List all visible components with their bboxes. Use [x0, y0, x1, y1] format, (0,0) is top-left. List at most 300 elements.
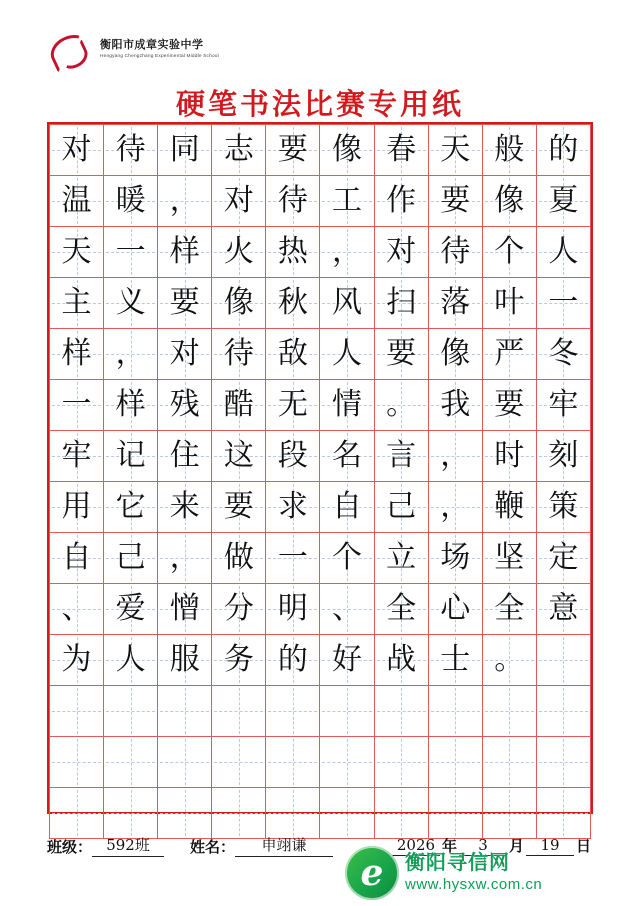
- grid-cell-char: 要: [494, 387, 525, 422]
- grid-cell-char: 来: [169, 489, 200, 524]
- grid-cell-char: 人: [332, 336, 363, 371]
- grid-cell-char: 要: [223, 489, 254, 524]
- grid-cell[interactable]: [320, 176, 374, 227]
- grid-cell[interactable]: [374, 482, 428, 533]
- name-label: 姓名：: [190, 838, 236, 856]
- grid-cell-char: 憎: [169, 591, 200, 626]
- grid-cell[interactable]: [158, 482, 212, 533]
- grid-cell[interactable]: [536, 227, 590, 278]
- grid-cell[interactable]: [536, 125, 590, 176]
- grid-cell[interactable]: [374, 227, 428, 278]
- grid-cell[interactable]: [266, 431, 320, 482]
- grid-cell-char: 、: [61, 591, 92, 626]
- grid-cell-char: 风: [332, 285, 363, 320]
- grid-cell[interactable]: [374, 737, 428, 788]
- grid-cell-char: 己: [386, 489, 417, 524]
- grid-cell-char: 刻: [548, 438, 579, 473]
- cell-guide-lines: [375, 686, 428, 736]
- grid-cell-char: 时: [494, 438, 525, 473]
- date-day-unit: 日: [575, 837, 591, 855]
- site-watermark: [345, 845, 635, 901]
- grid-cell-char: 敌: [277, 336, 308, 371]
- grid-cell[interactable]: [104, 125, 158, 176]
- grid-row: [50, 533, 591, 584]
- grid-cell[interactable]: [320, 380, 374, 431]
- grid-cell[interactable]: [104, 380, 158, 431]
- grid-cell-char: 自: [61, 540, 92, 575]
- grid-cell[interactable]: [320, 431, 374, 482]
- grid-cell-char: 对: [169, 336, 200, 371]
- grid-row: [50, 431, 591, 482]
- grid-cell-char: 的: [277, 642, 308, 677]
- grid-cell-char: 意: [548, 591, 579, 626]
- cell-guide-lines: [375, 737, 428, 787]
- grid-cell-char: 样: [115, 387, 146, 422]
- grid-cell[interactable]: [266, 380, 320, 431]
- grid-cell[interactable]: [104, 329, 158, 380]
- name-field[interactable]: [190, 834, 333, 857]
- cell-guide-lines: [266, 737, 319, 787]
- grid-cell-char: 段: [277, 438, 308, 473]
- grid-cell-char: 义: [115, 285, 146, 320]
- cell-guide-lines: [483, 737, 536, 787]
- grid-cell-char: 温: [61, 183, 92, 218]
- grid-cell[interactable]: [428, 380, 482, 431]
- grid-cell[interactable]: [158, 686, 212, 737]
- grid-cell-char: 叶: [494, 285, 525, 320]
- grid-cell[interactable]: [428, 635, 482, 686]
- grid-cell-char: 样: [169, 234, 200, 269]
- grid-cell-char: 天: [440, 132, 471, 167]
- grid-cell[interactable]: [50, 227, 104, 278]
- grid-cell[interactable]: [158, 278, 212, 329]
- grid-cell[interactable]: [536, 329, 590, 380]
- grid-cell[interactable]: [374, 533, 428, 584]
- grid-row: [50, 584, 591, 635]
- grid-cell-char: 记: [115, 438, 146, 473]
- grid-cell-char: 要: [386, 336, 417, 371]
- grid-row: [50, 635, 591, 686]
- grid-cell[interactable]: [266, 533, 320, 584]
- date-year-unit: 年: [441, 837, 457, 855]
- grid-cell[interactable]: [482, 635, 536, 686]
- grid-cell-char: ，: [332, 234, 363, 269]
- grid-cell[interactable]: [374, 176, 428, 227]
- school-name-cn: 衡阳市成章实验中学: [100, 38, 204, 51]
- grid-cell-char: 春: [386, 132, 417, 167]
- grid-cell[interactable]: [158, 533, 212, 584]
- page-title: 硬笔书法比赛专用纸: [175, 87, 464, 121]
- grid-cell[interactable]: [374, 686, 428, 737]
- date-year-value[interactable]: 2026: [392, 836, 440, 856]
- grid-cell[interactable]: [482, 533, 536, 584]
- grid-cell-char: 一: [277, 540, 308, 575]
- grid-cell[interactable]: [104, 431, 158, 482]
- grid-cell-char: 像: [332, 132, 363, 167]
- grid-cell-char: 全: [494, 591, 525, 626]
- grid-cell-char: 分: [223, 591, 254, 626]
- grid-cell[interactable]: [482, 737, 536, 788]
- grid-cell-char: 全: [386, 591, 417, 626]
- school-name-block: [100, 39, 225, 60]
- grid-cell[interactable]: [50, 380, 104, 431]
- grid-cell-char: 明: [277, 591, 308, 626]
- grid-cell[interactable]: [266, 686, 320, 737]
- grid-cell[interactable]: [104, 635, 158, 686]
- grid-cell-char: 心: [440, 591, 471, 626]
- grid-row: [50, 737, 591, 788]
- grid-cell-char: 像: [223, 285, 254, 320]
- school-name-en: Hengyang Chengzhang Experimental Middle School: [100, 52, 219, 59]
- grid-cell-char: 暖: [115, 183, 146, 218]
- cell-guide-lines: [429, 686, 482, 736]
- cell-guide-lines: [537, 635, 590, 685]
- grid-cell-char: 待: [115, 132, 146, 167]
- cell-guide-lines: [212, 686, 265, 736]
- grid-cell-char: 天: [61, 234, 92, 269]
- grid-cell-char: ，: [115, 336, 146, 371]
- grid-cell-char: 像: [440, 336, 471, 371]
- grid-cell[interactable]: [158, 125, 212, 176]
- grid-cell[interactable]: [266, 584, 320, 635]
- grid-cell[interactable]: [158, 227, 212, 278]
- grid-cell-char: 自: [332, 489, 363, 524]
- grid-cell[interactable]: [50, 176, 104, 227]
- grid-cell[interactable]: [536, 380, 590, 431]
- grid-cell[interactable]: [320, 482, 374, 533]
- grid-cell[interactable]: [428, 278, 482, 329]
- grid-cell[interactable]: [482, 482, 536, 533]
- grid-cell-char: 务: [223, 642, 254, 677]
- grid-cell-char: 热: [277, 234, 308, 269]
- writing-grid-table: [49, 124, 591, 839]
- grid-row: [50, 278, 591, 329]
- grid-cell-char: 。: [386, 387, 417, 422]
- grid-cell[interactable]: [212, 686, 266, 737]
- grid-cell-char: 一: [61, 387, 92, 422]
- cell-guide-lines: [537, 737, 590, 787]
- grid-cell[interactable]: [428, 227, 482, 278]
- grid-cell-char: 己: [115, 540, 146, 575]
- grid-cell[interactable]: [104, 482, 158, 533]
- grid-cell[interactable]: [266, 329, 320, 380]
- grid-cell[interactable]: [482, 125, 536, 176]
- grid-cell-char: 名: [332, 438, 363, 473]
- grid-cell[interactable]: [536, 431, 590, 482]
- grid-cell-char: 为: [61, 642, 92, 677]
- grid-cell[interactable]: [374, 635, 428, 686]
- grid-cell-char: 求: [277, 489, 308, 524]
- grid-cell[interactable]: [50, 125, 104, 176]
- grid-cell[interactable]: [212, 227, 266, 278]
- grid-cell[interactable]: [50, 533, 104, 584]
- grid-cell-char: 战: [386, 642, 417, 677]
- grid-cell[interactable]: [428, 176, 482, 227]
- grid-cell[interactable]: [482, 176, 536, 227]
- grid-cell[interactable]: [266, 227, 320, 278]
- grid-cell[interactable]: [536, 686, 590, 737]
- grid-cell[interactable]: [104, 278, 158, 329]
- grid-cell[interactable]: [104, 227, 158, 278]
- date-month-value[interactable]: 3: [459, 836, 507, 856]
- grid-cell-char: 对: [223, 183, 254, 218]
- grid-cell-char: 扫: [386, 285, 417, 320]
- grid-cell[interactable]: [482, 686, 536, 737]
- watermark-text: [405, 851, 542, 895]
- grid-cell[interactable]: [50, 737, 104, 788]
- grid-row: [50, 380, 591, 431]
- grid-cell[interactable]: [158, 431, 212, 482]
- grid-cell[interactable]: [212, 329, 266, 380]
- grid-cell[interactable]: [50, 686, 104, 737]
- grid-cell-char: 。: [494, 642, 525, 677]
- grid-cell-char: 一: [548, 285, 579, 320]
- grid-cell-char: 对: [386, 234, 417, 269]
- class-value[interactable]: 592班: [92, 834, 164, 857]
- grid-cell[interactable]: [536, 176, 590, 227]
- grid-cell[interactable]: [104, 686, 158, 737]
- grid-cell-char: 我: [440, 387, 471, 422]
- grid-cell[interactable]: [374, 584, 428, 635]
- grid-cell[interactable]: [50, 635, 104, 686]
- grid-cell-char: 好: [332, 642, 363, 677]
- grid-cell[interactable]: [266, 125, 320, 176]
- grid-cell[interactable]: [104, 176, 158, 227]
- grid-cell-char: 它: [115, 489, 146, 524]
- grid-cell-char: 主: [61, 285, 92, 320]
- grid-cell[interactable]: [482, 227, 536, 278]
- grid-cell-char: 这: [223, 438, 254, 473]
- cell-guide-lines: [320, 737, 373, 787]
- grid-cell[interactable]: [320, 533, 374, 584]
- grid-cell[interactable]: [266, 176, 320, 227]
- grid-cell-char: ，: [169, 540, 200, 575]
- grid-cell[interactable]: [158, 635, 212, 686]
- grid-cell[interactable]: [428, 686, 482, 737]
- grid-cell-char: 志: [223, 132, 254, 167]
- grid-cell[interactable]: [158, 737, 212, 788]
- grid-cell-char: 人: [115, 642, 146, 677]
- cell-guide-lines: [104, 737, 157, 787]
- grid-cell[interactable]: [320, 737, 374, 788]
- grid-cell-char: 牢: [61, 438, 92, 473]
- grid-cell-char: 鞭: [494, 489, 525, 524]
- watermark-badge-icon: [345, 846, 399, 900]
- grid-cell[interactable]: [482, 329, 536, 380]
- grid-cell[interactable]: [428, 125, 482, 176]
- watermark-badge-letter: e: [360, 852, 384, 894]
- grid-cell[interactable]: [212, 533, 266, 584]
- grid-cell[interactable]: [212, 278, 266, 329]
- grid-cell-char: 火: [223, 234, 254, 269]
- grid-cell[interactable]: [482, 380, 536, 431]
- grid-cell-char: 待: [440, 234, 471, 269]
- grid-cell[interactable]: [50, 278, 104, 329]
- grid-cell-char: ，: [440, 489, 471, 524]
- grid-cell[interactable]: [104, 584, 158, 635]
- grid-cell-char: 要: [277, 132, 308, 167]
- grid-cell-char: 待: [223, 336, 254, 371]
- grid-cell[interactable]: [212, 482, 266, 533]
- cell-guide-lines: [212, 737, 265, 787]
- grid-cell[interactable]: [320, 278, 374, 329]
- grid-cell[interactable]: [320, 329, 374, 380]
- grid-cell[interactable]: [428, 482, 482, 533]
- date-month-unit: 月: [508, 837, 524, 855]
- grid-cell[interactable]: [266, 482, 320, 533]
- grid-cell[interactable]: [482, 584, 536, 635]
- grid-cell[interactable]: [50, 584, 104, 635]
- grid-row: [50, 329, 591, 380]
- grid-cell-char: 一: [115, 234, 146, 269]
- grid-cell-char: 立: [386, 540, 417, 575]
- cell-guide-lines: [266, 686, 319, 736]
- grid-cell-char: 牢: [548, 387, 579, 422]
- date-day-value[interactable]: 19: [526, 836, 574, 856]
- cell-guide-lines: [429, 737, 482, 787]
- grid-cell-char: 夏: [548, 183, 579, 218]
- grid-cell[interactable]: [536, 278, 590, 329]
- grid-cell[interactable]: [428, 329, 482, 380]
- grid-cell-char: 残: [169, 387, 200, 422]
- watermark-url: www.hysxw.com.cn: [405, 876, 543, 893]
- cell-guide-lines: [537, 686, 590, 736]
- page-header: [0, 0, 640, 80]
- cell-guide-lines: [158, 686, 211, 736]
- grid-cell[interactable]: [374, 125, 428, 176]
- grid-cell[interactable]: [374, 431, 428, 482]
- school-logo: [48, 32, 225, 66]
- grid-cell-char: 落: [440, 285, 471, 320]
- grid-cell[interactable]: [212, 380, 266, 431]
- grid-cell[interactable]: [212, 431, 266, 482]
- grid-cell[interactable]: [428, 737, 482, 788]
- grid-cell[interactable]: [212, 176, 266, 227]
- grid-cell[interactable]: [212, 584, 266, 635]
- grid-cell-char: 做: [223, 540, 254, 575]
- grid-cell-char: 住: [169, 438, 200, 473]
- grid-cell[interactable]: [428, 533, 482, 584]
- grid-cell-char: 无: [277, 387, 308, 422]
- grid-cell-char: 士: [440, 642, 471, 677]
- grid-cell-char: 人: [548, 234, 579, 269]
- grid-cell[interactable]: [50, 431, 104, 482]
- grid-cell[interactable]: [536, 737, 590, 788]
- grid-cell-char: 的: [548, 132, 579, 167]
- grid-cell[interactable]: [104, 737, 158, 788]
- grid-cell-char: 作: [386, 183, 417, 218]
- name-value[interactable]: 申翊谦: [235, 834, 333, 857]
- grid-cell-char: 像: [494, 183, 525, 218]
- grid-cell[interactable]: [374, 380, 428, 431]
- grid-cell-char: 言: [386, 438, 417, 473]
- grid-cell[interactable]: [536, 482, 590, 533]
- grid-cell[interactable]: [158, 380, 212, 431]
- cell-guide-lines: [483, 686, 536, 736]
- grid-row: [50, 227, 591, 278]
- grid-cell-char: 坚: [494, 540, 525, 575]
- grid-cell[interactable]: [536, 635, 590, 686]
- writing-grid: [47, 122, 593, 814]
- cell-guide-lines: [320, 686, 373, 736]
- grid-cell-char: 待: [277, 183, 308, 218]
- grid-cell-char: 要: [440, 183, 471, 218]
- grid-row: [50, 686, 591, 737]
- cell-guide-lines: [50, 737, 103, 787]
- grid-cell[interactable]: [212, 635, 266, 686]
- cell-guide-lines: [50, 686, 103, 736]
- grid-cell[interactable]: [50, 482, 104, 533]
- grid-cell[interactable]: [320, 125, 374, 176]
- grid-cell-char: 工: [332, 183, 363, 218]
- grid-cell[interactable]: [104, 533, 158, 584]
- grid-cell-char: 同: [169, 132, 200, 167]
- watermark-site-name: 衡阳寻信网: [405, 852, 510, 874]
- grid-cell-char: 酷: [223, 387, 254, 422]
- grid-cell[interactable]: [266, 278, 320, 329]
- cell-guide-lines: [104, 686, 157, 736]
- grid-cell[interactable]: [158, 329, 212, 380]
- grid-cell-char: ，: [169, 183, 200, 218]
- grid-cell-char: 冬: [548, 336, 579, 371]
- grid-cell-char: 定: [548, 540, 579, 575]
- grid-cell[interactable]: [266, 635, 320, 686]
- grid-cell[interactable]: [536, 533, 590, 584]
- grid-cell-char: 要: [169, 285, 200, 320]
- grid-cell[interactable]: [320, 686, 374, 737]
- cell-guide-lines: [158, 737, 211, 787]
- grid-row: [50, 176, 591, 227]
- grid-cell[interactable]: [158, 584, 212, 635]
- grid-cell[interactable]: [212, 125, 266, 176]
- grid-cell[interactable]: [428, 431, 482, 482]
- grid-cell-char: 般: [494, 132, 525, 167]
- grid-cell[interactable]: [374, 278, 428, 329]
- grid-cell-char: 爱: [115, 591, 146, 626]
- grid-row: [50, 482, 591, 533]
- grid-cell-char: 服: [169, 642, 200, 677]
- grid-cell-char: 个: [332, 540, 363, 575]
- flame-swoosh-logo-icon: [48, 32, 94, 66]
- grid-cell[interactable]: [158, 176, 212, 227]
- grid-cell-char: 用: [61, 489, 92, 524]
- class-label: 班级：: [47, 838, 93, 856]
- grid-cell[interactable]: [482, 431, 536, 482]
- grid-cell-char: 个: [494, 234, 525, 269]
- grid-cell[interactable]: [482, 278, 536, 329]
- grid-cell[interactable]: [320, 227, 374, 278]
- grid-cell-char: 情: [332, 387, 363, 422]
- grid-cell-char: 、: [332, 591, 363, 626]
- grid-cell[interactable]: [320, 584, 374, 635]
- grid-cell[interactable]: [374, 329, 428, 380]
- grid-cell[interactable]: [428, 584, 482, 635]
- grid-cell[interactable]: [212, 737, 266, 788]
- grid-cell[interactable]: [50, 329, 104, 380]
- grid-cell-char: ，: [440, 438, 471, 473]
- grid-cell-char: 对: [61, 132, 92, 167]
- grid-cell[interactable]: [320, 635, 374, 686]
- grid-cell-char: 样: [61, 336, 92, 371]
- grid-cell[interactable]: [266, 737, 320, 788]
- grid-row: [50, 125, 591, 176]
- grid-cell-char: 秋: [277, 285, 308, 320]
- grid-cell-char: 场: [440, 540, 471, 575]
- grid-cell[interactable]: [536, 584, 590, 635]
- grid-cell-char: 策: [548, 489, 579, 524]
- class-field[interactable]: [47, 834, 164, 857]
- grid-cell-char: 严: [494, 336, 525, 371]
